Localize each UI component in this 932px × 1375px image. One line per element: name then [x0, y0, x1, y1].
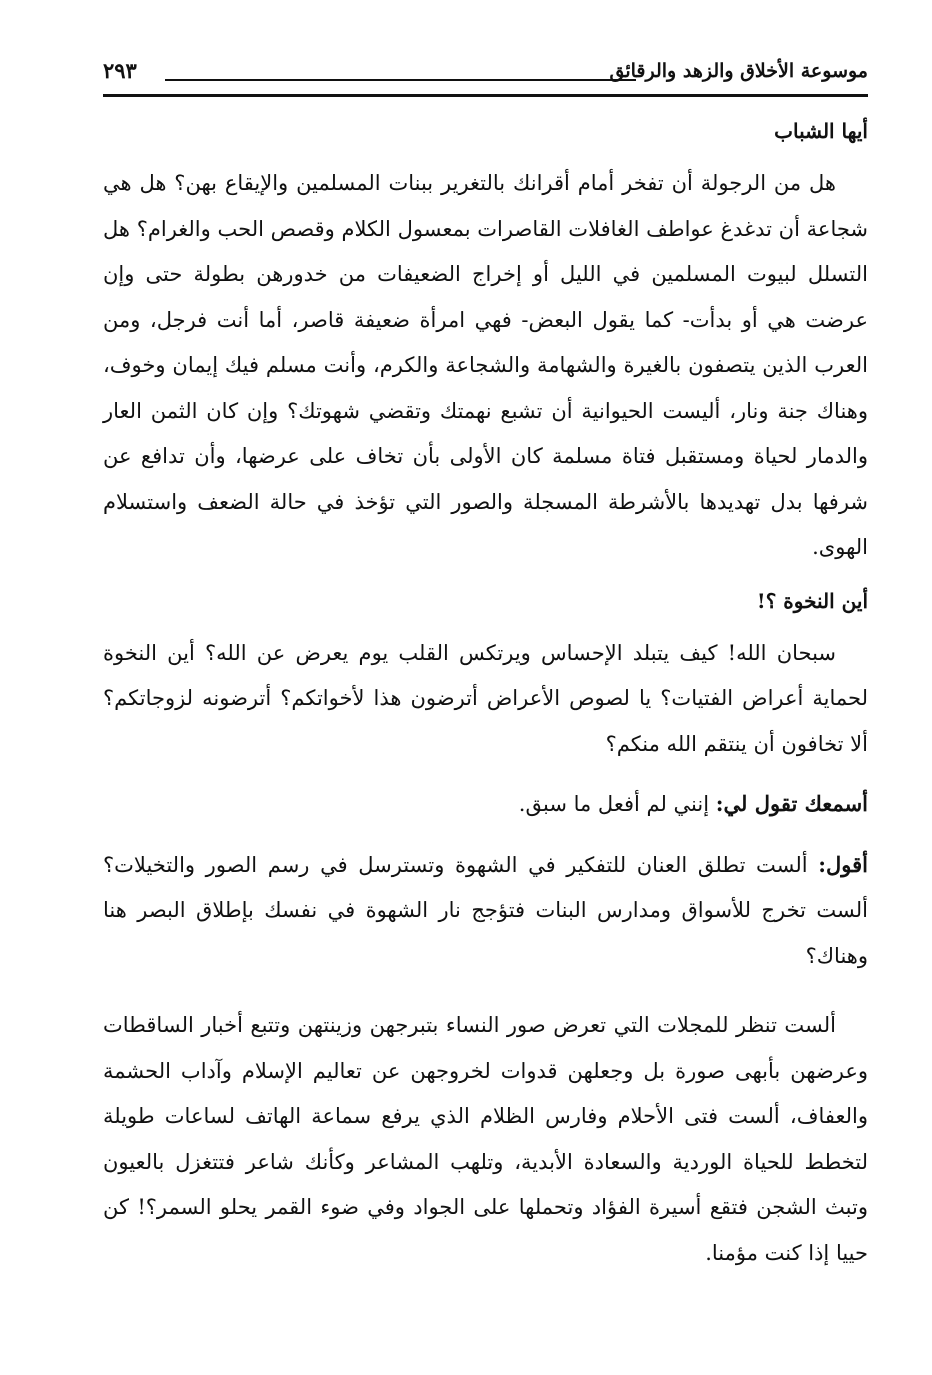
book-title: موسوعة الأخلاق والزهد والرقائق: [609, 60, 868, 82]
paragraph-closing: ألست تنظر للمجلات التي تعرض صور النساء بتبرجهن وزينتهن وتتبع أخبار الساقطات وعرضهن بأبهى صورة بل وجعلهن قدوات لخروجهن عن تعاليم الإسلام وآداب الحشمة والعفاف، ألست فتى الأحلام وفارس الظلام الذي يرفع سماعة الهاتف لساعات طويلة لتخطط للحياة الوردية والسعادة الأبدية، وتلهب المشاعر وكأنك شاعر فتتغزل بالعيون وتبث الشجن فتقع أسيرة الفؤاد وتحملها على الجواد وفي ضوء القمر يحلو السمر؟! كن حييا إذا كنت مؤمنا.: [103, 1013, 868, 1265]
page-number: ٢٩٣: [103, 58, 137, 83]
paragraph-youth: هل من الرجولة أن تفخر أمام أقرانك بالتغرير ببنات المسلمين والإيقاع بهن؟ هل هي شجاعة أن تدغدغ عواطف الغافلات القاصرات بمعسول الكلام وقصص الحب والغرام؟ هل التسلل لبيوت المسلمين في الليل أو إخراج الضعيفات من خدورهن بطولة حتى وإن عرضت هي أو بدأت- كما يقول البعض- فهي امرأة ضعيفة قاصر، أما أنت فرجل، ومن العرب الذين يتصفون بالغيرة والشهامة والشجاعة والكرم، وأنت مسلم فيك إيمان وخوف، وهناك جنة ونار، أليست الحيوانية أن تشبع نهمتك وتقضي شهوتك؟ وإن كان الثمن العار والدمار لحياة ومستقبل فتاة مسلمة كان الأولى بأن تخاف على عرضها، وأن تدافع عن شرفها بدل تهديدها بالأشرطة المسجلة والصور التي تؤخذ في حالة الضعف واستسلام الهوى.: [103, 171, 868, 559]
you-say-label: أسمعك تقول لي:: [715, 791, 868, 816]
you-say-text: إنني لم أفعل ما سبق.: [518, 792, 716, 816]
section-heading-chivalry: أين النخوة ؟!: [756, 588, 868, 613]
paragraph-chivalry: سبحان الله! كيف يتبلد الإحساس ويرتكس القلب يوم يعرض عن الله؟ أين النخوة لحماية أعراض الفتيات؟ يا لصوص الأعراض أترضون هذا لأخواتكم؟ أترضونه لزوجاتكم؟ ألا تخافون أن ينتقم الله منكم؟: [103, 640, 868, 756]
page-content: [103, 115, 868, 1276]
i-say-label: أقول:: [818, 851, 868, 877]
running-header: [103, 54, 868, 94]
header-leader-line: [165, 79, 636, 81]
header-rule: [103, 94, 868, 97]
paragraph-i-say: [103, 842, 868, 980]
section-heading-youth: أيها الشباب: [774, 119, 868, 143]
paragraph-you-say: [103, 781, 868, 828]
i-say-text: ألست تطلق العنان للتفكير في الشهوة وتسترسل في رسم الصور والتخيلات؟ ألست تخرج للأسواق ومدارس البنات فتؤجج نار الشهوة في نفسك بإطلاق البصر هنا وهناك؟: [103, 852, 868, 968]
